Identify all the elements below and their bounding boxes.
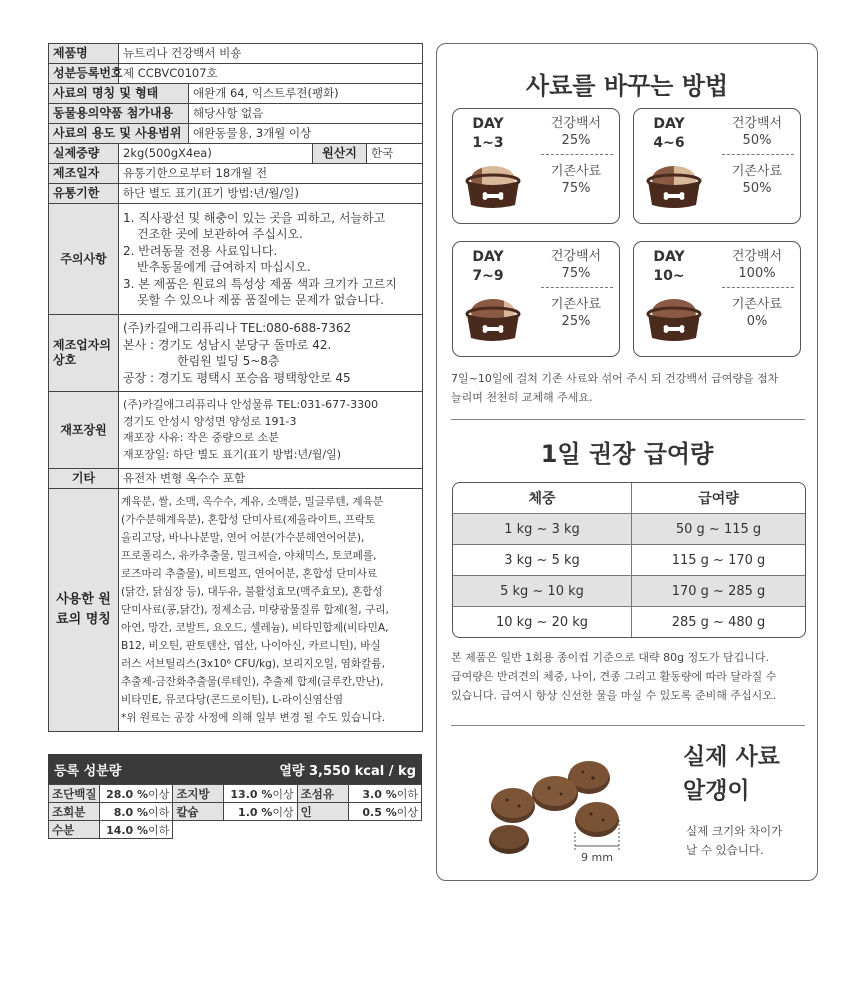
- nutrient-value: [224, 785, 297, 803]
- feeding-table: [452, 482, 806, 638]
- old-food-label: 기존사료: [550, 297, 602, 312]
- old-food-label: 기존사료: [550, 164, 602, 179]
- kibble-note-line: 날 수 있습니다.: [686, 843, 764, 857]
- nutrient-name: 조섬유: [297, 785, 348, 803]
- weight-label: 실제중량: [49, 144, 119, 164]
- feed-amount: 50 g ~ 115 g: [632, 514, 805, 545]
- bowl-icon: [644, 294, 704, 342]
- ingredients-line: 올리고당, 바나나분말, 연어 어분(가수분해연어어분),: [121, 532, 365, 544]
- nutrient-amount: 8.0 %: [113, 805, 149, 819]
- feed-amount: 285 g ~ 480 g: [671, 614, 766, 630]
- col-amount: 급여량: [632, 483, 805, 514]
- transition-note: [451, 369, 807, 407]
- nutrient-amount: 13.0 %: [230, 787, 273, 801]
- bowl-icon: [463, 294, 523, 342]
- expiry: 하단 별도 표기(표기 방법:년/월/일): [119, 184, 423, 204]
- reg-no-label-text: 성분등록번호: [53, 66, 123, 80]
- col-weight: 체중: [453, 483, 632, 514]
- feed-amount: 170 g ~ 285 g: [632, 576, 805, 607]
- nutrient-value: [348, 785, 421, 803]
- feeding-note: [451, 648, 807, 705]
- kibble-note-line: 실제 크기와 차이가: [686, 824, 783, 838]
- repack-line: 경기도 안성시 양성면 양성로 191-3: [123, 414, 297, 428]
- nutrient-value: [348, 803, 421, 821]
- ingredients-line: 러스 서브틸리스(3x10⁶ CFU/kg), 보리지오일, 염화칼륨,: [121, 658, 385, 670]
- row-vet-drug: [49, 104, 423, 124]
- bowl-icon: [463, 161, 523, 209]
- kibble-size: 9 mm: [581, 851, 613, 864]
- old-food-share: [539, 296, 613, 330]
- product-info-panel: [48, 43, 422, 839]
- new-food-pct: 50%: [742, 133, 772, 148]
- old-food-share: [720, 296, 794, 330]
- note-line: 7일~10일에 걸쳐 기존 사료와 섞어 주시 되 건강백서 급여량을 점차: [451, 372, 779, 385]
- note-line: 본 제품은 일반 1회용 종이컵 기준으로 대략 80g 정도가 담깁니다.: [451, 651, 769, 664]
- day-label: [461, 115, 515, 153]
- old-food-pct: 0%: [746, 314, 768, 329]
- old-food-pct: 50%: [742, 181, 772, 196]
- product-info-table: [48, 43, 423, 732]
- day-label: [642, 248, 696, 286]
- nutrition-row: [49, 803, 422, 821]
- nutrition-header: [48, 754, 422, 784]
- reg-no: 제 CCBVC0107호: [119, 64, 423, 84]
- caution-line: 2. 반려동물 전용 사료입니다.: [123, 243, 278, 258]
- day-card: [633, 108, 801, 224]
- dashed-divider: [541, 287, 613, 288]
- feed-type-label: 사료의 명칭 및 형태: [49, 84, 189, 104]
- nutrient-name: 조지방: [173, 785, 224, 803]
- caution-label: 주의사항: [49, 204, 119, 315]
- feeding-row: [453, 576, 805, 607]
- maker-line: (주)카길애그리퓨리나 TEL:080-688-7362: [123, 321, 352, 335]
- row-reg-no: [49, 64, 423, 84]
- caution-line: 못할 수 있으나 제품 품질에는 문제가 없습니다.: [137, 293, 384, 307]
- kibble-note: [686, 822, 782, 860]
- product-name: 뉴트리나 건강백서 비숑: [119, 44, 423, 64]
- day-range: 4~6: [653, 135, 685, 151]
- ingredients-text: [119, 489, 423, 732]
- row-usage: [49, 124, 423, 144]
- row-mfg-date: [49, 164, 423, 184]
- nutrient-cond: 이상: [272, 787, 294, 801]
- new-food-label: 건강백서: [550, 249, 602, 264]
- weight-range: 3 kg ~ 5 kg: [453, 545, 632, 576]
- nutrient-name: 인: [297, 803, 348, 821]
- day-word: DAY: [653, 116, 685, 132]
- kibble-title: [683, 740, 780, 808]
- day-range: 10~: [653, 268, 685, 284]
- new-food-share: [539, 115, 613, 149]
- nutrition-energy: 열량 3,550 kcal / kg: [279, 763, 416, 779]
- nutrient-cond: 이상: [396, 805, 418, 819]
- new-food-pct: 25%: [561, 133, 591, 148]
- ingredients-line: *위 원료는 공장 사정에 의해 일부 변경 될 수도 있습니다.: [121, 712, 386, 724]
- ingredients-line: B12, 비오틴, 판토텐산, 엽산, 나이아신, 카르니틴), 바실: [121, 640, 381, 652]
- etc-label: 기타: [49, 469, 119, 489]
- mfg-date: 유통기한으로부터 18개월 전: [119, 164, 423, 184]
- weight-range: 5 kg ~ 10 kg: [453, 576, 632, 607]
- product-name-label: 제품명: [49, 44, 119, 64]
- row-weight: [49, 144, 423, 164]
- caution-line: 건조한 곳에 보관하여 주십시오.: [137, 227, 303, 241]
- nutrient-amount: 28.0 %: [106, 787, 149, 801]
- nutrition-title: 등록 성분량: [54, 763, 122, 779]
- note-line: 늘리며 천천히 교체해 주세요.: [451, 391, 593, 404]
- day-range: 1~3: [472, 135, 504, 151]
- reg-no-label: [49, 64, 123, 84]
- divider: [451, 419, 805, 420]
- dashed-divider: [722, 154, 794, 155]
- bowl-icon: [644, 161, 704, 209]
- ingredients-line: 아연, 망간, 코발트, 요오드, 셀레늄), 비타민합제(비타민A,: [121, 622, 389, 634]
- repack-line: 재포장 사유: 작은 중량으로 소분: [123, 431, 279, 444]
- day-label: [642, 115, 696, 153]
- old-food-label: 기존사료: [731, 297, 783, 312]
- ingredients-line: 추출제-금잔화추출물(루테인), 추출제 합제(글루칸,만난),: [121, 676, 384, 688]
- ingredients-line: (닭간, 닭심장 등), 대두유, 불활성효모(맥주효모), 혼합성: [121, 586, 383, 598]
- note-line: 급여량은 반려견의 체중, 나이, 견종 그리고 활동량에 따라 달라질 수: [451, 670, 777, 683]
- row-expiry: [49, 184, 423, 204]
- old-food-share: [539, 163, 613, 197]
- dashed-divider: [722, 287, 794, 288]
- nutrition-row: [49, 785, 422, 803]
- feeding-guide-panel: [436, 43, 818, 881]
- row-ingredients: [49, 489, 423, 732]
- new-food-share: [720, 115, 794, 149]
- day-word: DAY: [653, 249, 685, 265]
- nutrient-value: [100, 785, 173, 803]
- old-food-pct: 75%: [561, 181, 591, 196]
- ingredients-line: 프로폴리스, 유카추출물, 밀크씨슬, 야채믹스, 토코페롤,: [121, 550, 377, 562]
- nutrient-amount: 0.5 %: [362, 805, 397, 819]
- nutrient-value: [224, 803, 297, 821]
- nutrient-cond: 이하: [148, 805, 170, 819]
- nutrient-amount: 3.0 %: [362, 787, 397, 801]
- nutrition-empty: [173, 821, 422, 839]
- feeding-title: 1일 권장 급여량: [540, 440, 714, 468]
- origin: 한국: [367, 144, 423, 164]
- caution-line: 3. 본 제품은 원료의 특성상 제품 색과 크기가 고르지: [123, 276, 397, 291]
- nutrient-value: [100, 803, 173, 821]
- caution-line: 1. 직사광선 및 해충이 있는 곳을 피하고, 서늘하고: [123, 210, 386, 225]
- nutrient-name: 칼슘: [173, 803, 224, 821]
- kibble-image: [481, 748, 671, 864]
- repack-label: 재포장원: [49, 392, 119, 469]
- nutrition-table: [48, 784, 422, 839]
- maker-line: 공장 : 경기도 평택시 포승읍 평택항안로 45: [123, 370, 351, 385]
- note-line: 있습니다. 급여시 항상 신선한 물을 마실 수 있도록 준비해 주십시오.: [451, 689, 777, 702]
- nutrition-row: [49, 821, 422, 839]
- nutrient-amount: 14.0 %: [106, 823, 149, 837]
- day-range: 7~9: [472, 268, 504, 284]
- feeding-row: [453, 514, 805, 545]
- kibble-pieces: [489, 761, 619, 854]
- feeding-header-row: [453, 483, 805, 514]
- ingredients-line: 비타민E, 뮤코다당(콘드로이틴), L-라이신염산염: [121, 694, 344, 706]
- nutrient-name: 조단백질: [49, 785, 100, 803]
- feed-amount: 115 g ~ 170 g: [632, 545, 805, 576]
- maker-label: 제조업자의 상호: [49, 315, 119, 392]
- nutrient-cond: 이상: [148, 787, 170, 801]
- repack-line: (주)카길애그리퓨리나 안성물류 TEL:031-677-3300: [123, 398, 379, 411]
- ingredients-line: 단미사료(콩,닭간), 정제소금, 미량광물질류 합제(철, 구리,: [121, 604, 389, 616]
- vet-drug: 해당사항 없음: [189, 104, 423, 124]
- feeding-row: [453, 545, 805, 576]
- nutrient-cond: 이상: [272, 805, 294, 819]
- old-food-pct: 25%: [561, 314, 591, 329]
- weight-range: 10 kg ~ 20 kg: [453, 607, 632, 637]
- ingredients-line: 로즈마리 추출물), 비트펄프, 연어어분, 혼합성 단미사료: [121, 568, 378, 580]
- weight-range: 1 kg ~ 3 kg: [453, 514, 632, 545]
- caution-text: [119, 204, 423, 315]
- old-food-share: [720, 163, 794, 197]
- nutrient-cond: 이하: [396, 787, 418, 801]
- new-food-share: [539, 248, 613, 282]
- repack-line: 재포장일: 하단 별도 표기(표기 방법:년/월/일): [123, 447, 342, 461]
- new-food-label: 건강백서: [731, 116, 783, 131]
- nutrient-name: 수분: [49, 821, 100, 839]
- etc: 유전자 변형 옥수수 포함: [119, 469, 423, 489]
- dashed-divider: [541, 154, 613, 155]
- mfg-date-label: 제조일자: [49, 164, 119, 184]
- row-repack: [49, 392, 423, 469]
- ingredients-line: 계육분, 쌀, 소맥, 옥수수, 계유, 소맥분, 밀글루텐, 계육분: [121, 496, 384, 508]
- day-card: [633, 241, 801, 357]
- nutrient-value: [100, 821, 173, 839]
- row-product-name: [49, 44, 423, 64]
- caution-line: 반추동물에게 급여하지 마십시오.: [137, 260, 311, 274]
- vet-drug-label: 동물용의약품 첨가내용: [49, 104, 189, 124]
- nutrient-cond: 이하: [148, 823, 170, 837]
- maker-line: 한림원 빌딩 5~8층: [177, 354, 280, 368]
- weight: 2kg(500gX4ea): [119, 144, 313, 164]
- repack-text: [119, 392, 423, 469]
- maker-line: 본사 : 경기도 성남시 분당구 돌마로 42.: [123, 337, 332, 352]
- nutrient-name: 조회분: [49, 803, 100, 821]
- expiry-label: 유통기한: [49, 184, 119, 204]
- row-caution: [49, 204, 423, 315]
- day-label: [461, 248, 515, 286]
- transition-title: 사료를 바꾸는 방법: [525, 72, 729, 100]
- new-food-label: 건강백서: [731, 249, 783, 264]
- maker-text: [119, 315, 423, 392]
- usage-label: 사료의 용도 및 사용범위: [49, 124, 189, 144]
- ingredients-line: (가수분해계육분), 혼합성 단미사료(제올라이트, 프락토: [121, 514, 376, 526]
- new-food-share: [720, 248, 794, 282]
- new-food-label: 건강백서: [550, 116, 602, 131]
- feeding-row: [453, 607, 805, 637]
- row-etc: [49, 469, 423, 489]
- origin-label: 원산지: [313, 144, 367, 164]
- row-maker: [49, 315, 423, 392]
- divider: [451, 725, 805, 726]
- row-feed-type: [49, 84, 423, 104]
- kibble-title-line: 실제 사료: [683, 744, 780, 770]
- nutrient-amount: 1.0 %: [238, 805, 273, 819]
- new-food-pct: 100%: [738, 266, 776, 281]
- ingredients-label: 사용한 원료의 명칭: [49, 489, 119, 732]
- old-food-label: 기존사료: [731, 164, 783, 179]
- day-card: [452, 241, 620, 357]
- day-word: DAY: [472, 116, 504, 132]
- day-word: DAY: [472, 249, 504, 265]
- new-food-pct: 75%: [561, 266, 591, 281]
- day-card: [452, 108, 620, 224]
- feed-type: 애완개 64, 익스트루젼(팽화): [189, 84, 423, 104]
- usage: 애완동물용, 3개월 이상: [189, 124, 423, 144]
- kibble-title-line: 알갱이: [683, 778, 750, 804]
